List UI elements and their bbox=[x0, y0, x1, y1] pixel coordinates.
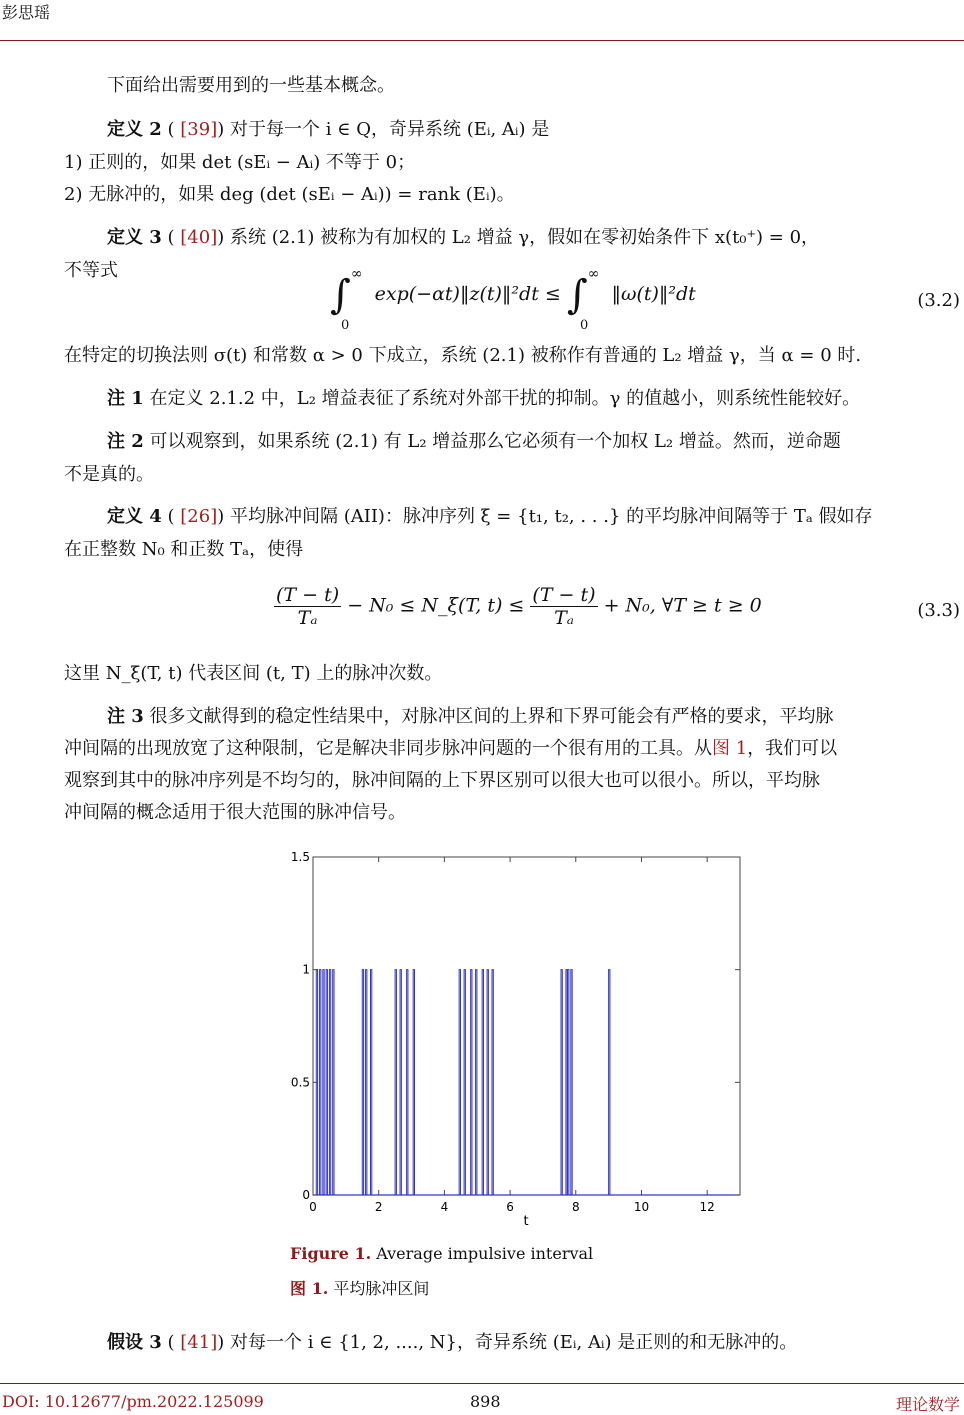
def3-text: 系统 (2.1) 被称为有加权的 L₂ 增益 γ，假如在零初始条件下 x(t₀⁺) = 0， bbox=[229, 227, 820, 248]
impulse-chart bbox=[280, 845, 760, 1225]
footer-page-number: 898 bbox=[470, 1392, 501, 1411]
equation-3-3 bbox=[274, 584, 762, 629]
x-tick-label: 10 bbox=[633, 1200, 650, 1214]
note1-text: 在定义 2.1.2 中，L₂ 增益表征了系统对外部干扰的抑制。γ 的值越小，则系统性能较好。 bbox=[149, 388, 861, 409]
figure-caption-cn bbox=[290, 1276, 429, 1299]
footer-journal-name: 理论数学 bbox=[895, 1395, 960, 1414]
def2-label: 定义 2 bbox=[107, 119, 162, 140]
eq33-middle: − N₀ ≤ N_ξ(T, t) ≤ bbox=[347, 594, 525, 617]
def4-text: 平均脉冲间隔 (AII)：脉冲序列 ξ = {t₁, t₂, . . .} 的平均脉冲间隔等于 Tₐ 假如存 bbox=[229, 506, 873, 527]
definition-4: 定义 4 ( [26]) 平均脉冲间隔 (AII)：脉冲序列 ξ = {t₁, t₂, . . .} 的平均脉冲间隔等于 Tₐ 假如存 bbox=[107, 506, 873, 527]
def3-continuation: 不等式 bbox=[64, 260, 118, 281]
def4-ref-link[interactable]: [26] bbox=[180, 506, 218, 527]
footer-doi-link[interactable]: DOI: 10.12677/pm.2022.125099 bbox=[2, 1392, 264, 1411]
figure-caption-en-label: Figure 1. bbox=[290, 1244, 372, 1263]
integral-upper-limit: ∞ bbox=[350, 266, 363, 282]
page-footer bbox=[0, 1383, 964, 1415]
integral-lower-limit: 0 bbox=[341, 318, 350, 333]
def2-item-1: 1) 正则的，如果 det (sEᵢ − Aᵢ) 不等于 0； bbox=[64, 152, 416, 173]
note-1 bbox=[107, 386, 860, 412]
note3-line3: 观察到其中的脉冲序列是不均匀的，脉冲间隔的上下界区别可以很大也可以很小。所以，平均脉 bbox=[64, 770, 820, 791]
x-axis-label: t bbox=[523, 1214, 529, 1225]
eq32-lhs: exp(−αt)‖z(t)‖²dt ≤ bbox=[374, 283, 561, 305]
assume3-text: 对每一个 i ∈ {1, 2, ...., N}，奇异系统 (Eᵢ, Aᵢ) 是正则的和无脉冲的。 bbox=[229, 1332, 798, 1353]
intro-paragraph: 下面给出需要用到的一些基本概念。 bbox=[107, 75, 395, 96]
after-eq32-paragraph: 在特定的切换法则 σ(t) 和常数 α > 0 下成立，系统 (2.1) 被称作有普通的 L₂ 增益 γ，当 α = 0 时. bbox=[64, 345, 862, 366]
integral-sign: ∫ bbox=[566, 272, 588, 318]
note2-label: 注 2 bbox=[107, 431, 144, 452]
eq32-rhs: ‖ω(t)‖²dt bbox=[611, 283, 696, 305]
integral-upper-limit: ∞ bbox=[587, 266, 600, 282]
y-tick-label: 0.5 bbox=[290, 1075, 310, 1090]
page-header bbox=[0, 0, 964, 41]
note3-line2: 冲间隔的出现放宽了这种限制，它是解决非同步脉冲问题的一个很有用的工具。从图 1，我们可以 bbox=[64, 738, 838, 759]
definition-2: 定义 2 ( [39]) 对于每一个 i ∈ Q，奇异系统 (Eᵢ, Aᵢ) 是 bbox=[107, 119, 550, 140]
def4-continuation: 在正整数 N₀ 和正数 Tₐ，使得 bbox=[64, 539, 304, 560]
eq33-fraction-left: $\frac{(T - t)}{\text{Tₐ}}$ bbox=[276, 584, 340, 629]
assumption-3: 假设 3 ( [41]) 对每一个 i ∈ {1, 2, ...., N}，奇异系统 (Eᵢ, Aᵢ) 是正则的和无脉冲的。 bbox=[107, 1332, 798, 1353]
note2-text: 可以观察到，如果系统 (2.1) 有 L₂ 增益那么它必须有一个加权 L₂ 增益。然而，逆命题 bbox=[149, 431, 841, 452]
def4-label: 定义 4 bbox=[107, 506, 162, 527]
integral-sign: ∫ bbox=[330, 272, 351, 318]
note3-line4: 冲间隔的概念适用于很大范围的脉冲信号。 bbox=[64, 802, 406, 823]
note3-line1: 很多文献得到的稳定性结果中，对脉冲区间的上界和下界可能会有严格的要求，平均脉 bbox=[149, 706, 834, 727]
header-author: 彭思瑶 bbox=[2, 3, 51, 22]
figure-caption-cn-text: 平均脉冲区间 bbox=[333, 1279, 430, 1298]
def2-item-2: 2) 无脉冲的，如果 deg (det (sEᵢ − Aᵢ)) = rank (Eᵢ)。 bbox=[64, 184, 515, 205]
integral-lower-limit: 0 bbox=[580, 318, 589, 333]
y-tick-label: 1 bbox=[302, 962, 310, 977]
def3-ref-link[interactable]: [40] bbox=[180, 227, 218, 248]
assume3-ref-link[interactable]: [41] bbox=[180, 1332, 218, 1353]
figure-1-ref-link[interactable]: 图 1 bbox=[712, 738, 748, 759]
assume3-label: 假设 3 bbox=[107, 1332, 162, 1353]
after-eq33-paragraph: 这里 N_ξ(T, t) 代表区间 (t, T) 上的脉冲次数。 bbox=[64, 663, 443, 684]
equation-number-3-2: (3.2) bbox=[917, 290, 960, 311]
y-tick-label: 1.5 bbox=[290, 850, 310, 864]
x-tick-label: 8 bbox=[571, 1200, 580, 1214]
x-tick-label: 2 bbox=[374, 1200, 383, 1214]
chart-plot-area bbox=[313, 857, 740, 1195]
eq33-tail: + N₀, ∀T ≥ t ≥ 0 bbox=[603, 594, 762, 617]
x-tick-label: 6 bbox=[506, 1200, 514, 1214]
note-3 bbox=[107, 704, 834, 730]
x-tick-label: 4 bbox=[440, 1200, 449, 1214]
def2-text: 对于每一个 i ∈ Q，奇异系统 (Eᵢ, Aᵢ) 是 bbox=[229, 119, 550, 140]
definition-3: 定义 3 ( [40]) 系统 (2.1) 被称为有加权的 L₂ 增益 γ，假如在零初始条件下 x(t₀⁺) = 0， bbox=[107, 227, 820, 248]
def3-label: 定义 3 bbox=[107, 227, 162, 248]
y-tick-label: 0 bbox=[302, 1188, 310, 1202]
x-tick-label: 0 bbox=[309, 1200, 317, 1214]
note3-label: 注 3 bbox=[107, 706, 144, 727]
note2-continuation: 不是真的。 bbox=[64, 464, 154, 485]
note1-label: 注 1 bbox=[107, 388, 144, 409]
note-2 bbox=[107, 429, 841, 455]
figure-caption-en-text: Average impulsive interval bbox=[376, 1244, 594, 1263]
eq33-fraction-right: $\frac{(T - t)}{\text{Tₐ}}$ bbox=[532, 584, 596, 629]
equation-number-3-3: (3.3) bbox=[917, 600, 960, 621]
def2-ref-link[interactable]: [39] bbox=[180, 119, 218, 140]
figure-caption-en bbox=[290, 1244, 593, 1263]
equation-3-2 bbox=[330, 266, 696, 332]
x-tick-label: 12 bbox=[699, 1200, 715, 1214]
figure-caption-cn-label: 图 1. bbox=[290, 1279, 329, 1298]
